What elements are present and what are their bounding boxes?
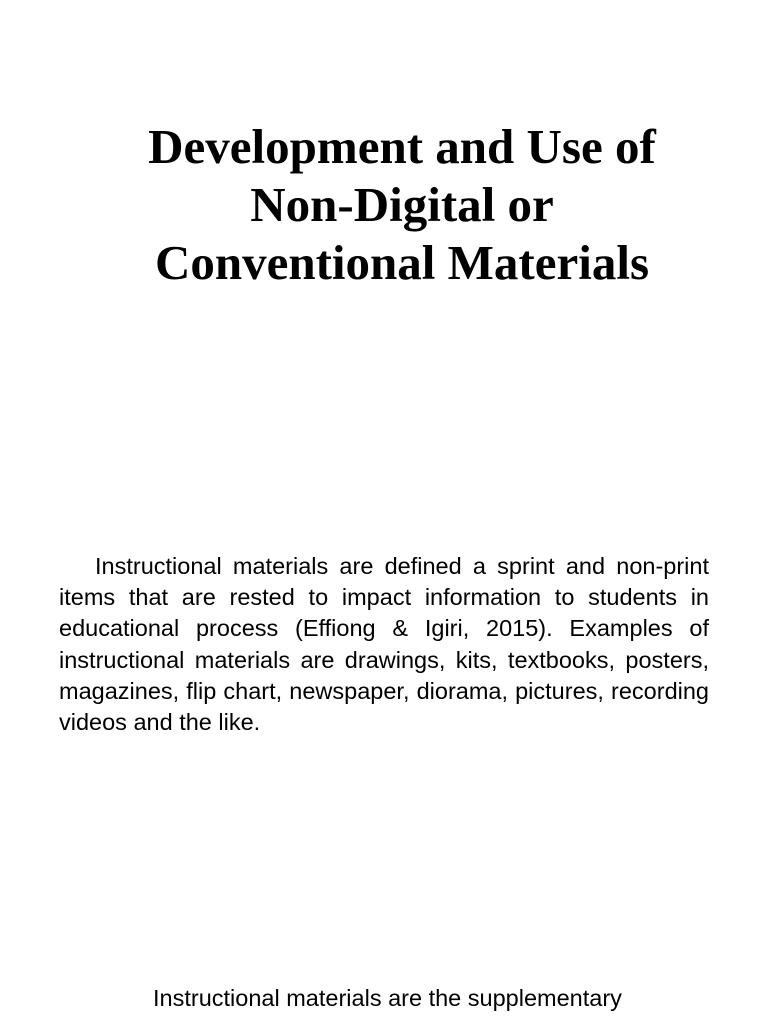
title-line-3: Conventional Materials <box>154 235 650 290</box>
page-title <box>60 118 744 292</box>
title-line-2: Non-Digital or <box>250 177 554 232</box>
title-line-1: Development and Use of <box>148 119 656 174</box>
body-paragraph-2: Instructional materials are the supplementary <box>153 985 622 1011</box>
body-paragraph-1: Instructional materials are defined a sprint and non-print items that are rested to impact information to students in educational process (Effiong & Igiri, 2015). Examples of instructional materials are drawings, kits, textbooks, posters, magazines, flip chart, newspaper, diorama, pictures, recording videos and the like. <box>59 553 709 736</box>
